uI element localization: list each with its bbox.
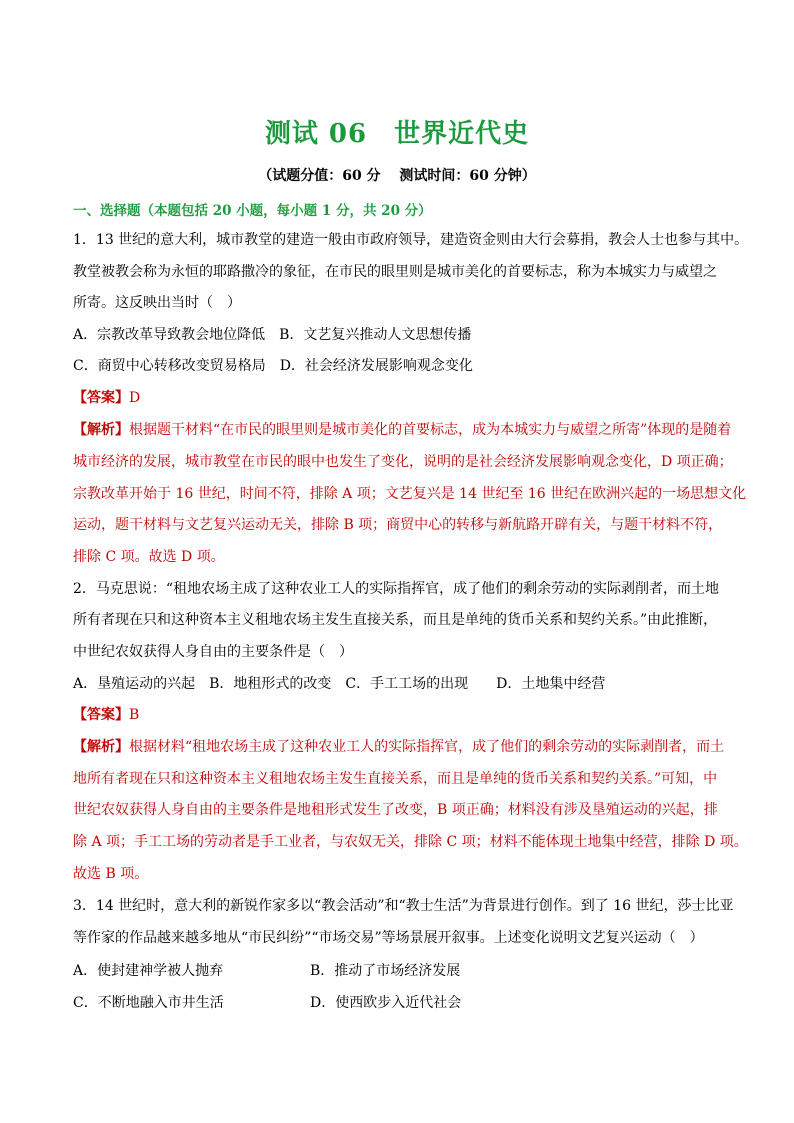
q3-option-d: D．使西欧步入近代社会 — [310, 995, 462, 1011]
q3-option-c: C．不断地融入市井生活 — [73, 995, 224, 1011]
answer-value: D — [129, 390, 141, 406]
q2-analysis-line-3: 世纪农奴获得人身自由的主要条件是地租形式发生了改变，B 项正确；材料没有涉及垦殖运动的兴起，排 — [73, 802, 718, 818]
q1-answer — [73, 388, 140, 408]
q1-analysis-line-4: 运动，题干材料与文艺复兴运动无关，排除 B 项；商贸中心的转移与新航路开辟有关，与题干材料不符， — [73, 517, 723, 533]
q1-analysis-line-3: 宗教改革开始于 16 世纪，时间不符，排除 A 项；文艺复兴是 14 世纪至 16 世纪在欧洲兴起的一场思想文化 — [73, 486, 747, 502]
q3-option-a: A．使封建神学被人抛弃 — [73, 963, 224, 979]
q1-stem-line-3: 所寄。这反映出当时（ ） — [73, 295, 241, 311]
q2-analysis-line-1 — [73, 737, 724, 757]
answer-label: 【答案】 — [73, 707, 129, 723]
q2-analysis-line-4: 除 A 项；手工工场的劳动者是手工业者，与农奴无关，排除 C 项；材料不能体现土地集中经营，排除 D 项。 — [73, 834, 748, 850]
q2-answer — [73, 705, 139, 725]
q2-analysis-line-2: 地所有者现在只和这种资本主义租地农场主发生直接关系，而且是单纯的货币关系和契约关系。”可知，中 — [73, 771, 718, 787]
analysis-text: 根据材料“租地农场主成了这种农业工人的实际指挥官，成了他们的剩余劳动的实际剥削者，而土 — [129, 739, 725, 755]
page-title: 测试 06 世界近代史 — [264, 119, 530, 149]
q1-analysis-line-1 — [73, 420, 731, 440]
answer-value: B — [129, 707, 140, 723]
answer-label: 【答案】 — [73, 390, 129, 406]
q2-stem-line-1: 2．马克思说：“租地农场主成了这种农业工人的实际指挥官，成了他们的剩余劳动的实际剥削者，而土地 — [73, 581, 720, 597]
analysis-label: 【解析】 — [73, 739, 129, 755]
q1-options-row-1: A．宗教改革导致教会地位降低 B．文艺复兴推动人文思想传播 — [73, 327, 472, 343]
q2-stem-line-3: 中世纪农奴获得人身自由的主要条件是（ ） — [73, 644, 353, 660]
q1-analysis-line-2: 城市经济的发展，城市教堂在市民的眼中也发生了变化，说明的是社会经济发展影响观念变化，D 项正确； — [73, 454, 733, 470]
q1-stem-line-2: 教堂被教会称为永恒的耶路撒冷的象征，在市民的眼里则是城市美化的首要标志，称为本城实力与威望之 — [73, 264, 717, 280]
q2-stem-line-2: 所有者现在只和这种资本主义租地农场主发生直接关系，而且是单纯的货币关系和契约关系。”由此推断， — [73, 612, 718, 628]
q3-stem-line-1: 3．14 世纪时，意大利的新锐作家多以“教会活动”和“教士生活”为背景进行创作。到了 16 世纪，莎士比亚 — [73, 898, 734, 914]
q1-stem-line-1: 1．13 世纪的意大利，城市教堂的建造一般由市政府领导，建造资金则由大行会募捐，教会人士也参与其中。 — [73, 232, 749, 248]
analysis-text: 根据题干材料“在市民的眼里则是城市美化的首要标志，成为本城实力与威望之所寄”体现的是随着 — [129, 422, 732, 438]
section-heading: 一、选择题（本题包括 20 小题，每小题 1 分，共 20 分） — [73, 203, 432, 219]
exam-info: （试题分值：60 分 测试时间：60 分钟） — [258, 168, 536, 184]
q2-options: A．垦殖运动的兴起 B．地租形式的改变 C．手工工场的出现 D．土地集中经营 — [73, 676, 606, 692]
q3-stem-line-2: 等作家的作品越来越多地从“市民纠纷”“市场交易”等场景展开叙事。上述变化说明文艺复兴运动（ ） — [73, 930, 704, 946]
q1-analysis-line-5: 排除 C 项。故选 D 项。 — [73, 549, 225, 565]
q2-analysis-line-5: 故选 B 项。 — [73, 866, 149, 882]
q3-option-b: B．推动了市场经济发展 — [310, 963, 461, 979]
analysis-label: 【解析】 — [73, 422, 129, 438]
q1-options-row-2: C．商贸中心转移改变贸易格局 D．社会经济发展影响观念变化 — [73, 358, 473, 374]
